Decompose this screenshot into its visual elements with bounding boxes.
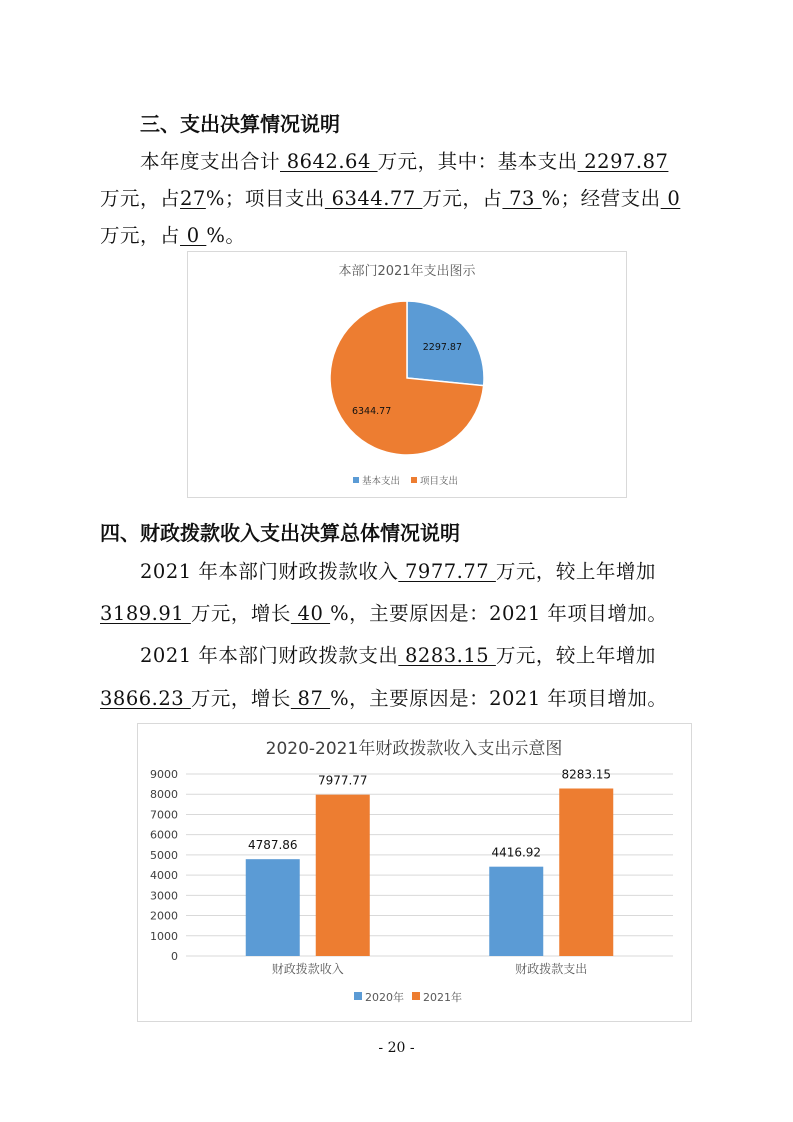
bar-2020年-财政拨款收入 — [246, 859, 300, 956]
income-increase-value: 3189.91 — [100, 602, 191, 625]
legend-label: 2020年 — [365, 991, 404, 1004]
bar-2021年-财政拨款收入 — [316, 795, 370, 956]
text: %；项目支出 — [205, 187, 325, 210]
project-expenditure-value: 6344.77 — [324, 187, 423, 210]
x-category-label: 财政拨款支出 — [515, 962, 588, 976]
text: %，主要原因是：2021 年项目增加。 — [330, 602, 668, 625]
y-tick-label: 7000 — [150, 808, 178, 822]
section-heading-fiscal: 四、财政拨款收入支出决算总体情况说明 — [100, 521, 460, 545]
paragraph-expense-line2 — [100, 683, 667, 711]
y-tick-label: 0 — [171, 950, 178, 963]
bar-chart-container — [137, 723, 692, 1022]
paragraph-expense-line1 — [140, 640, 656, 668]
text: %，主要原因是：2021 年项目增加。 — [330, 687, 668, 710]
text: 万元，占 — [100, 224, 181, 247]
text: 万元，增长 — [190, 602, 291, 625]
legend-label: 2021年 — [423, 991, 462, 1004]
legend-swatch — [353, 477, 359, 483]
bar-data-label: 4787.86 — [247, 838, 298, 853]
expense-increase-value: 3866.23 — [100, 687, 191, 710]
paragraph-expenditure-line3 — [100, 220, 245, 248]
text: 万元，增长 — [190, 687, 291, 710]
y-tick-label: 9000 — [150, 768, 178, 781]
text: 2021 年本部门财政拨款支出 — [140, 644, 399, 667]
y-tick-label: 4000 — [150, 869, 178, 883]
legend-swatch — [412, 992, 420, 1000]
legend-swatch — [411, 477, 417, 483]
text: 万元，较上年增加 — [495, 560, 656, 583]
bar-2021年-财政拨款支出 — [559, 788, 613, 956]
y-tick-label: 5000 — [150, 848, 178, 862]
paragraph-expenditure-line1 — [140, 146, 668, 174]
expense-amount-value: 8283.15 — [398, 644, 496, 667]
text: 2021 年本部门财政拨款收入 — [140, 560, 399, 583]
project-pct-value: 73 — [502, 187, 542, 210]
text: 万元，较上年增加 — [495, 644, 656, 667]
text: 万元，占 — [100, 187, 181, 210]
bar-chart — [138, 724, 691, 1021]
page-number: - 20 - — [378, 1040, 415, 1056]
bar-chart-title: 2020-2021年财政拨款收入支出示意图 — [265, 739, 563, 759]
y-tick-label: 6000 — [150, 828, 178, 842]
income-amount-value: 7977.77 — [398, 560, 496, 583]
basic-expenditure-value: 2297.87 — [577, 150, 669, 173]
operating-expenditure-value: 0 — [660, 187, 681, 210]
y-tick-label: 1000 — [150, 929, 178, 943]
legend-label: 基本支出 — [362, 476, 401, 487]
legend-swatch — [354, 992, 362, 1000]
y-tick-label: 3000 — [150, 889, 178, 903]
y-tick-label: 2000 — [150, 909, 178, 923]
bar-data-label: 4416.92 — [491, 845, 542, 860]
bar-2020年-财政拨款支出 — [489, 867, 543, 956]
paragraph-income-line2 — [100, 598, 667, 626]
y-tick-label: 8000 — [150, 788, 178, 802]
bar-data-label: 7977.77 — [317, 773, 368, 788]
paragraph-income-line1 — [140, 556, 656, 584]
x-category-label: 财政拨款收入 — [271, 962, 344, 976]
text: 万元，其中：基本支出 — [377, 150, 578, 173]
bar-data-label: 8283.15 — [561, 767, 612, 782]
total-expenditure-value: 8642.64 — [280, 150, 378, 173]
text: 万元，占 — [422, 187, 503, 210]
text: %。 — [206, 224, 246, 247]
pie-data-label: 6344.77 — [351, 406, 392, 418]
pie-chart — [188, 252, 626, 497]
text: 本年度支出合计 — [140, 150, 281, 173]
pie-data-label: 2297.87 — [422, 341, 463, 353]
legend-label: 项目支出 — [420, 476, 459, 487]
expense-growth-pct-value: 87 — [290, 687, 331, 710]
pie-chart-container — [187, 251, 627, 498]
paragraph-expenditure-line2 — [100, 183, 680, 211]
operating-pct-value: 0 — [180, 224, 207, 247]
pie-chart-title: 本部门2021年支出图示 — [338, 264, 476, 279]
basic-pct-value: 27 — [180, 187, 206, 210]
section-heading-expenditure: 三、支出决算情况说明 — [140, 112, 340, 136]
text: %；经营支出 — [541, 187, 661, 210]
income-growth-pct-value: 40 — [290, 602, 331, 625]
